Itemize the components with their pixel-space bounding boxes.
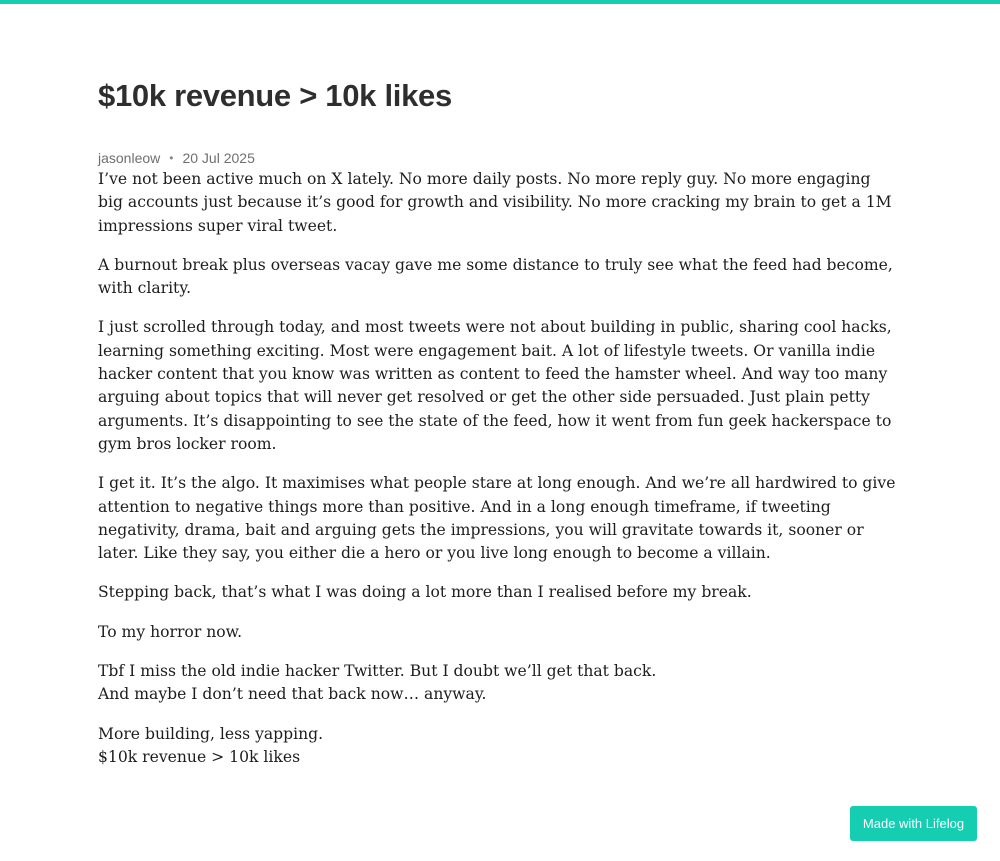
paragraph <box>98 581 898 604</box>
paragraph-line: And maybe I don’t need that back now… anyway. <box>98 685 487 704</box>
paragraph <box>98 621 898 644</box>
paragraph-line: A burnout break plus overseas vacay gave me some distance to truly see what the feed had become, with clarity. <box>98 255 893 298</box>
paragraph-line: More building, less yapping. <box>98 724 324 743</box>
paragraph <box>98 660 898 707</box>
paragraph-line: To my horror now. <box>98 622 243 641</box>
post-title: $10k revenue > 10k likes <box>98 78 452 113</box>
top-accent-bar <box>0 0 1000 4</box>
paragraph-line: I’ve not been active much on X lately. No more daily posts. No more reply guy. No more engaging big accounts just because it’s good for growth and visibility. No more cracking my brain to get a 1M impressions super viral tweet. <box>98 170 892 235</box>
paragraph <box>98 472 898 565</box>
meta-separator-dot: • <box>169 151 174 165</box>
post-body <box>98 168 898 769</box>
paragraph-line: Stepping back, that’s what I was doing a lot more than I realised before my break. <box>98 583 752 602</box>
paragraph <box>98 254 898 301</box>
made-with-lifelog-button[interactable]: Made with Lifelog <box>850 806 977 841</box>
paragraph-line: I get it. It’s the algo. It maximises what people stare at long enough. And we’re all hardwired to give attention to negative things more than positive. And in a long enough timeframe, if tweeting negativity, drama, bait and arguing gets the impressions, you will gravitate towards it, sooner or later. Like they say, you either die a hero or you live long enough to become a villain. <box>98 474 896 563</box>
blog-post <box>98 74 898 785</box>
post-meta <box>98 148 898 168</box>
paragraph-line: I just scrolled through today, and most tweets were not about building in public, sharing cool hacks, learning something exciting. Most were engagement bait. A lot of lifestyle tweets. Or vanilla indie hacker content that you know was written as content to feed the hamster wheel. And way too many arguing about topics that will never get resolved or get the other side persuaded. Just plain petty arguments. It’s disappointing to see the state of the feed, how it went from fun geek hackerspace to gym bros locker room. <box>98 318 892 453</box>
paragraph <box>98 316 898 456</box>
author-name: jasonleow <box>98 150 161 166</box>
paragraph <box>98 168 898 238</box>
post-date: 20 Jul 2025 <box>182 150 255 166</box>
paragraph-line: $10k revenue > 10k likes <box>98 747 301 766</box>
paragraph <box>98 723 898 770</box>
paragraph-line: Tbf I miss the old indie hacker Twitter. But I doubt we’ll get that back. <box>98 662 657 681</box>
